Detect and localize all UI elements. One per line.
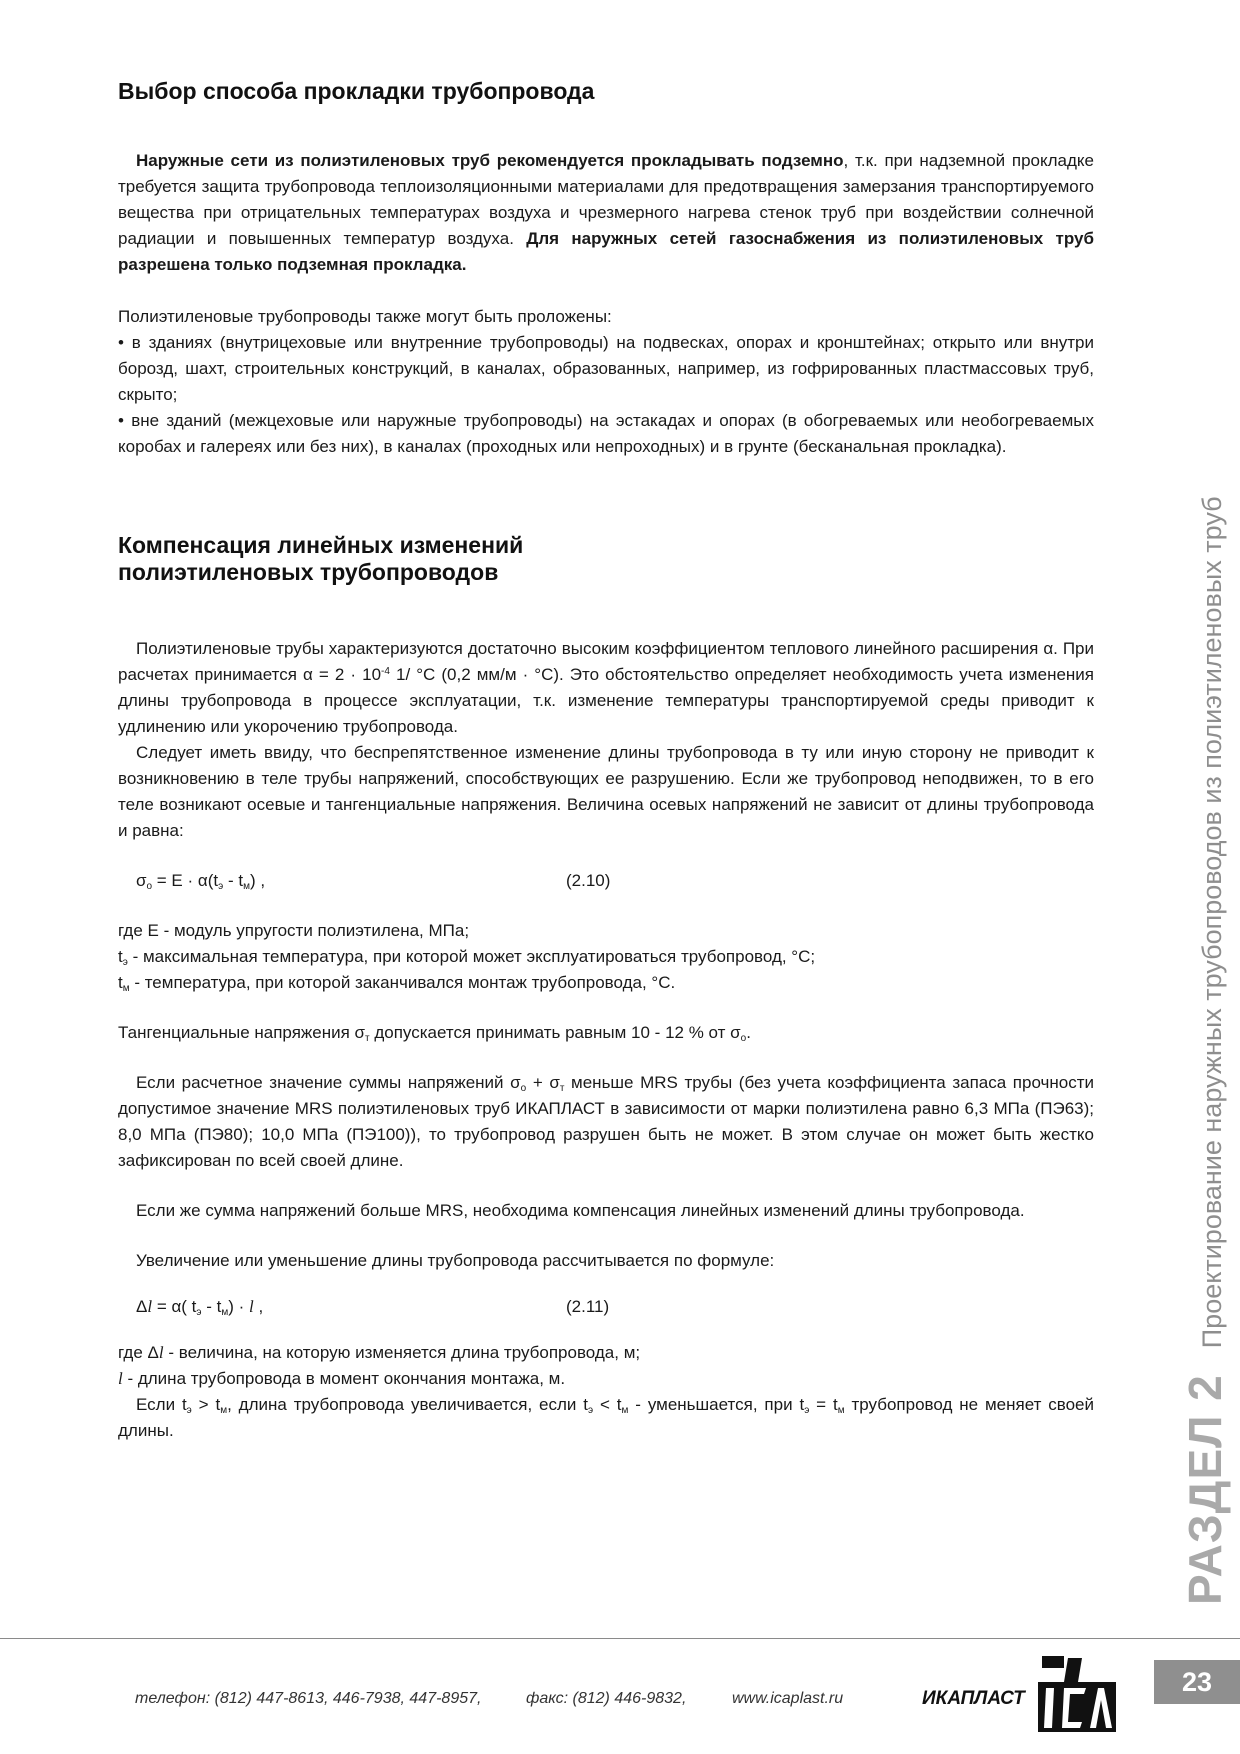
- footer-fax: факс: (812) 446-9832,: [526, 1690, 687, 1707]
- paragraph-tangential-stress: Тангенциальные напряжения $\sigma_т$ допускается принимать равным 10 - 12 % от $\sigma_о$.: [118, 1023, 751, 1044]
- ikaplast-logo-icon: [1038, 1654, 1116, 1734]
- paragraph-length-formula-intro: Увеличение или уменьшение длины трубопровода рассчитывается по формуле:: [136, 1251, 775, 1270]
- where-length: l - длина трубопровода в момент окончания монтажа, м.: [118, 1369, 566, 1388]
- paragraph-laying-intro: Полиэтиленовые трубопроводы также могут быть проложены:: [118, 307, 612, 326]
- sidebar-section-label: РАЗДЕЛ 2: [1179, 1374, 1231, 1605]
- footer-divider: [0, 1638, 1240, 1639]
- footer-brand-name: ИКАПЛАСТ: [922, 1688, 1025, 1709]
- where-delta-length: где Δl - величина, на которую изменяется длина трубопровода, м;: [118, 1343, 641, 1362]
- paragraph-expansion-coefficient: Полиэтиленовые трубы характеризуются достаточно высоким коэффициентом теплового линейного расширения α. При расчетах принимается $\alpha = 2 \cdot 10^{-4}$ 1/ °С (0,2 мм/м · °С). Это обстоятельство определяет необходимость учета изменения длины трубопровода в процессе эксплуатации, т.к. изменение температуры транспортируемой среды приводит к удлинению или укорочению трубопровода.: [118, 639, 1094, 736]
- bold-gas-rule: Для наружных сетей газоснабжения из полиэтиленовых труб разрешена только подземная прокладка.: [118, 229, 1094, 274]
- paragraph-mrs: Если расчетное значение суммы напряжений $\sigma_о + \sigma_т$ меньше MRS трубы (без учета коэффициента запаса прочности допустимое значение MRS полиэтиленовых труб ИКАПЛАСТ в зависимости от марки полиэтилена равно 6,3 МПа (ПЭ63); 8,0 МПа (ПЭ80); 10,0 МПа (ПЭ100)), то трубопровод разрушен быть не может. В этом случае он может быть жестко зафиксирован по всей своей длине.: [118, 1073, 1095, 1170]
- paragraph-compensation-needed: Если же сумма напряжений больше MRS, необходима компенсация линейных изменений длины трубопровода.: [136, 1201, 1025, 1220]
- formula-2-10: $\sigma_о = E \cdot \alpha(t_э - t_м)$ , (2.10): [118, 868, 1094, 894]
- formula-2-11: Δl = α( $t_э - t_м) \cdot l$ , (2.11): [118, 1294, 1094, 1320]
- page-content: [118, 78, 1094, 1444]
- heading-route-choice: Выбор способа прокладки трубопровода: [118, 78, 595, 104]
- bold-recommendation: Наружные сети из полиэтиленовых труб рекомендуется прокладывать подземно: [136, 151, 844, 170]
- bullet-outside-buildings: • вне зданий (межцеховые или наружные трубопроводы) на эстакадах и опорах (в обогреваемых или необогреваемых коробах и галереях или без них), в каналах (проходных или непроходных) и в грунте (бесканальная прокладка).: [118, 411, 1094, 456]
- footer-website-link[interactable]: www.icaplast.ru: [732, 1690, 844, 1707]
- formula-number: (2.11): [566, 1297, 610, 1316]
- footer-phone: телефон: (812) 447-8613, 446-7938, 447-8957,: [135, 1690, 482, 1707]
- paragraph-length-change-rule: Если $t_э > t_м$, длина трубопровода увеличивается, если $t_э < t_м$ - уменьшается, при $t_э = t_м$ трубопровод не меняет своей длины.: [118, 1395, 1094, 1440]
- where-modulus: где E - модуль упругости полиэтилена, МПа;: [118, 921, 470, 940]
- paragraph-axial-stress: Следует иметь ввиду, что беспрепятственное изменение длины трубопровода в ту или иную сторону не приводит к возникновению в теле трубы напряжений, способствующих ее разрушению. Если же трубопровод неподвижен, то в его теле возникают осевые и тангенциальные напряжения. Величина осевых напряжений не зависит от длины трубопровода и равна:: [118, 743, 1094, 840]
- bullet-inside-buildings: • в зданиях (внутрицеховые или внутренние трубопроводы) на подвесках, опорах и кронштейнах; открыто или внутри борозд, шахт, строительных конструкций, в каналах, образованных, например, из гофрированных пластмассовых труб, скрыто;: [118, 333, 1094, 404]
- where-install-temperature: $t_м$ - температура, при которой заканчивался монтаж трубопровода, °С.: [118, 973, 676, 994]
- sidebar-section-title: Проектирование наружных трубопроводов из полиэтиленовых труб: [1197, 496, 1227, 1349]
- where-max-temperature: $t_э$ - максимальная температура, при которой может эксплуатироваться трубопровод, °С;: [118, 947, 816, 968]
- paragraph-external-networks: Наружные сети из полиэтиленовых труб рекомендуется прокладывать подземно, т.к. при надземной прокладке требуется защита трубопровода теплоизоляционными материалами для предотвращения замерзания транспортируемого вещества при отрицательных температурах воздуха и чрезмерного нагрева стенок труб при воздействии солнечной радиации и повышенных температур воздуха. Для наружных сетей газоснабжения из полиэтиленовых труб разрешена только подземная прокладка.: [118, 151, 1094, 274]
- formula-number: (2.10): [566, 871, 611, 890]
- heading-compensation: Компенсация линейных изменений полиэтиленовых трубопроводов: [118, 532, 524, 585]
- page-number: 23: [1154, 1660, 1240, 1704]
